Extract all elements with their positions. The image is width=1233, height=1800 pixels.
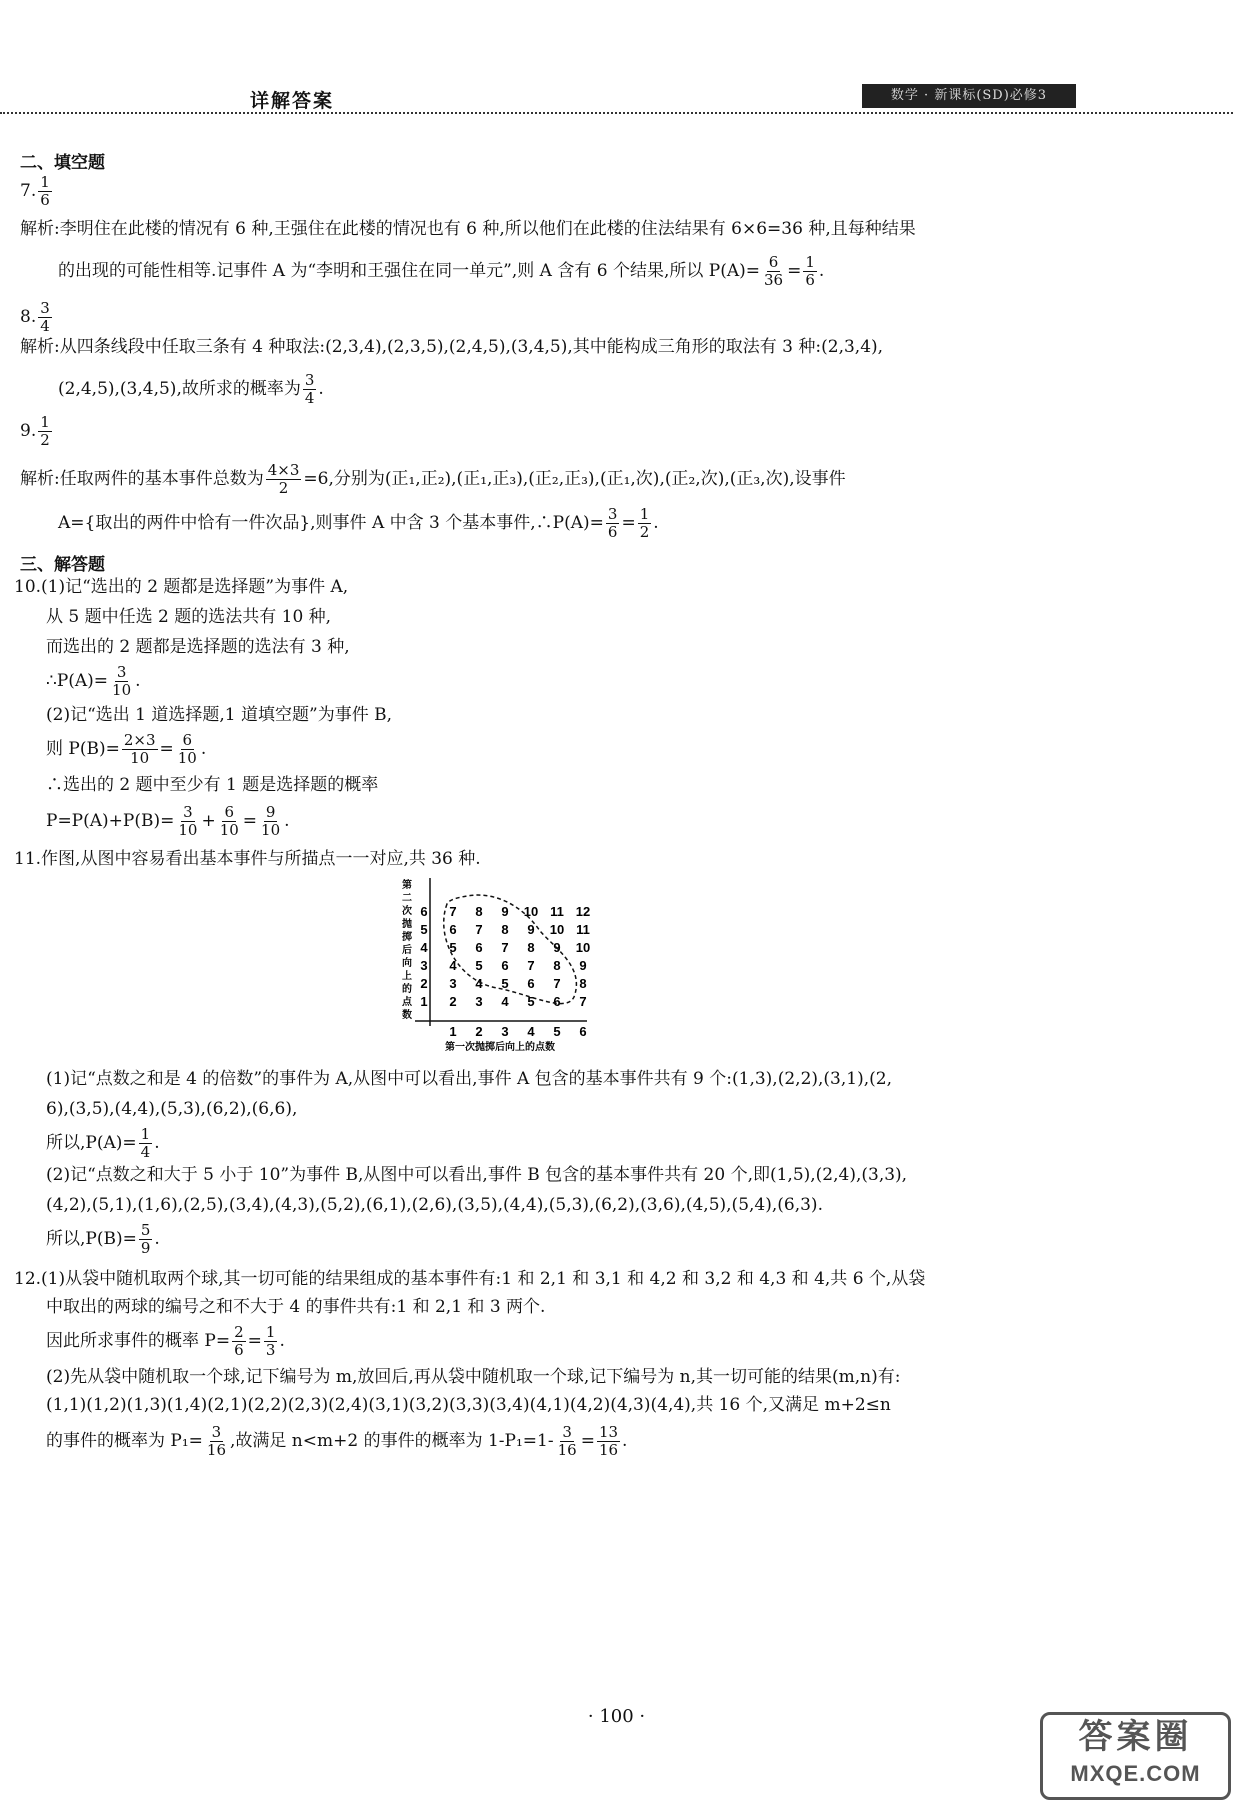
grid-y-tick: 2 <box>420 976 428 991</box>
grid-cell: 4 <box>449 958 457 973</box>
q8-explanation-line1: 解析:从四条线段中任取三条有 4 种取法:(2,3,4),(2,3,5),(2,4,5),(3,4,5),其中能构成三角形的取法有 3 种:(2,3,4), <box>20 337 884 357</box>
q11-part2-line2: (4,2),(5,1),(1,6),(2,5),(3,4),(4,3),(5,2),(6,1),(2,6),(3,5),(4,4),(5,3),(6,2),(3,6),(4,5),(5,4),(6,3). <box>46 1195 823 1215</box>
q10-line5: (2)记“选出 1 道选择题,1 道填空题”为事件 B, <box>46 705 393 725</box>
q11-part1-result: 所以,P(A)= $\frac{1}{4}$ . <box>46 1125 160 1161</box>
dice-outcome-grid <box>395 876 595 1056</box>
grid-cell: 8 <box>501 922 509 937</box>
grid-cell: 7 <box>527 958 535 973</box>
grid-xlabel: 第一次抛掷后向上的点数 <box>445 1042 555 1053</box>
grid-cell: 4 <box>475 976 483 991</box>
grid-cell: 5 <box>501 976 509 991</box>
grid-cell: 8 <box>527 940 535 955</box>
grid-cell: 7 <box>579 994 587 1009</box>
section-title-fill-blank: 二、填空题 <box>20 153 105 173</box>
grid-cell: 10 <box>549 922 565 937</box>
header-divider <box>0 112 1233 114</box>
header-title: 详解答案 <box>250 90 335 112</box>
q11-part1-line2: 6),(3,5),(4,4),(5,3),(6,2),(6,6), <box>46 1099 298 1119</box>
grid-cell: 6 <box>527 976 535 991</box>
grid-x-tick: 2 <box>475 1024 483 1039</box>
grid-y-tick: 4 <box>420 940 428 955</box>
grid-cell: 7 <box>449 904 457 919</box>
grid-ylabel-char: 向 <box>402 958 412 969</box>
grid-x-tick: 1 <box>449 1024 457 1039</box>
page-number: · 100 · <box>587 1706 646 1727</box>
grid-ylabel-char: 数 <box>402 1010 412 1021</box>
grid-cell: 3 <box>449 976 457 991</box>
grid-cell: 10 <box>523 904 539 919</box>
grid-y-tick: 1 <box>420 994 428 1009</box>
grid-cell: 6 <box>475 940 483 955</box>
grid-cell: 6 <box>449 922 457 937</box>
grid-cell: 12 <box>575 904 591 919</box>
grid-cell: 9 <box>501 904 509 919</box>
header-badge: 数学 · 新课标(SD)必修3 <box>862 84 1076 108</box>
q9-explanation-line2: A={取出的两件中恰有一件次品},则事件 A 中含 3 个基本事件,∴P(A)= $\frac{3}{6}$ = $\frac{1}{2}$ . <box>58 505 659 541</box>
grid-x-tick: 6 <box>579 1024 587 1039</box>
q9-answer: 9. $\frac{1}{2}$ <box>20 413 50 449</box>
grid-cell: 5 <box>527 994 535 1009</box>
grid-ylabel-char: 掷 <box>402 932 412 943</box>
q7-explanation-line1: 解析:李明住在此楼的情况有 6 种,王强住在此楼的情况也有 6 种,所以他们在此楼的住法结果有 6×6=36 种,且每种结果 <box>20 219 916 239</box>
q10-line6: 则 P(B)= $\frac{2\times 3}{10}$ = $\frac{6}{10}$ . <box>46 731 207 767</box>
grid-cell: 7 <box>475 922 483 937</box>
grid-cell: 9 <box>527 922 535 937</box>
grid-x-tick: 3 <box>501 1024 509 1039</box>
grid-y-tick: 5 <box>420 922 428 937</box>
grid-cell: 5 <box>449 940 457 955</box>
grid-ylabel-char: 的 <box>402 984 412 995</box>
grid-cell: 6 <box>553 994 561 1009</box>
q11-intro: 11.作图,从图中容易看出基本事件与所描点一一对应,共 36 种. <box>14 849 481 869</box>
grid-cell: 3 <box>475 994 483 1009</box>
grid-cell: 9 <box>579 958 587 973</box>
grid-y-tick: 3 <box>420 958 428 973</box>
q7-answer: 7. $\frac{1}{6}$ <box>20 173 50 209</box>
grid-cell: 11 <box>576 922 590 937</box>
grid-cell: 7 <box>501 940 509 955</box>
q8-answer: 8. $\frac{3}{4}$ <box>20 299 50 335</box>
q9-explanation-line1: 解析:任取两件的基本事件总数为 $\frac{4\times 3}{2}$ =6,分别为(正₁,正₂),(正₁,正₃),(正₂,正₃),(正₁,次),(正₂,次),(正₃,次),设事件 <box>20 461 846 497</box>
q11-part2-result: 所以,P(B)= $\frac{5}{9}$ . <box>46 1221 160 1257</box>
q11-part1-line1: (1)记“点数之和是 4 的倍数”的事件为 A,从图中可以看出,事件 A 包含的基本事件共有 9 个:(1,3),(2,2),(3,1),(2, <box>46 1069 892 1089</box>
grid-x-tick: 5 <box>553 1024 561 1039</box>
grid-x-tick: 4 <box>527 1024 535 1039</box>
grid-cell: 11 <box>550 904 564 919</box>
q7-explanation-line2: 的出现的可能性相等.记事件 A 为“李明和王强住在同一单元”,则 A 含有 6 个结果,所以 P(A)= $\frac{6}{36}$ = $\frac{1}{6}$ . <box>58 253 825 289</box>
grid-cell: 4 <box>501 994 509 1009</box>
q12-line2: 中取出的两球的编号之和不大于 4 的事件共有:1 和 2,1 和 3 两个. <box>46 1297 546 1317</box>
q10-line3: 而选出的 2 题都是选择题的选法有 3 种, <box>46 637 350 657</box>
grid-ylabel-char: 后 <box>402 945 412 956</box>
grid-cell: 2 <box>449 994 457 1009</box>
grid-cell: 10 <box>575 940 591 955</box>
q8-explanation-line2: (2,4,5),(3,4,5),故所求的概率为 $\frac{3}{4}$ . <box>58 371 324 407</box>
grid-ylabel-char: 点 <box>402 997 412 1008</box>
grid-cell: 7 <box>553 976 561 991</box>
grid-cell: 9 <box>553 940 561 955</box>
q10-line4: ∴P(A)= $\frac{3}{10}$ . <box>46 663 141 699</box>
watermark-logo: 答案圈 MXQE.COM <box>1040 1712 1231 1800</box>
grid-ylabel-char: 第 <box>402 880 412 891</box>
grid-cell: 6 <box>501 958 509 973</box>
grid-cell: 8 <box>475 904 483 919</box>
grid-cell: 8 <box>553 958 561 973</box>
grid-cell: 5 <box>475 958 483 973</box>
grid-xticks <box>449 1024 586 1039</box>
grid-ylabel-char: 次 <box>402 906 412 917</box>
q12-line5: (1,1)(1,2)(1,3)(1,4)(2,1)(2,2)(2,3)(2,4)(3,1)(3,2)(3,3)(3,4)(4,1)(4,2)(4,3)(4,4),共 16 个,又满足 m+2≤n <box>46 1395 891 1415</box>
q10-line1: 10.(1)记“选出的 2 题都是选择题”为事件 A, <box>14 577 349 597</box>
q12-line1: 12.(1)从袋中随机取两个球,其一切可能的结果组成的基本事件有:1 和 2,1 和 3,1 和 4,2 和 3,2 和 4,3 和 4,共 6 个,从袋 <box>14 1269 926 1289</box>
grid-ylabel <box>401 878 413 1021</box>
grid-ylabel-char: 抛 <box>402 919 412 930</box>
q12-line3: 因此所求事件的概率 P= $\frac{2}{6}$ = $\frac{1}{3}$ . <box>46 1323 285 1359</box>
q10-line2: 从 5 题中任选 2 题的选法共有 10 种, <box>46 607 332 627</box>
q10-line7: ∴选出的 2 题中至少有 1 题是选择题的概率 <box>46 775 379 795</box>
grid-y-tick: 6 <box>420 904 428 919</box>
q10-line8: P=P(A)+P(B)= $\frac{3}{10}$ + $\frac{6}{10}$ = $\frac{9}{10}$ . <box>46 803 290 839</box>
grid-ylabel-char: 上 <box>402 971 412 982</box>
section-title-answer: 三、解答题 <box>20 555 105 575</box>
q12-line4: (2)先从袋中随机取一个球,记下编号为 m,放回后,再从袋中随机取一个球,记下编号为 n,其一切可能的结果(m,n)有: <box>46 1367 901 1387</box>
q12-line6: 的事件的概率为 P₁= $\frac{3}{16}$ ,故满足 n<m+2 的事件的概率为 1-P₁=1- $\frac{3}{16}$ = $\frac{13}{16}$ . <box>46 1423 628 1459</box>
grid-cell: 8 <box>579 976 587 991</box>
grid-ylabel-char: 二 <box>402 893 412 904</box>
q11-part2-line1: (2)记“点数之和大于 5 小于 10”为事件 B,从图中可以看出,事件 B 包含的基本事件共有 20 个,即(1,5),(2,4),(3,3), <box>46 1165 908 1185</box>
grid-rows <box>420 904 590 1009</box>
